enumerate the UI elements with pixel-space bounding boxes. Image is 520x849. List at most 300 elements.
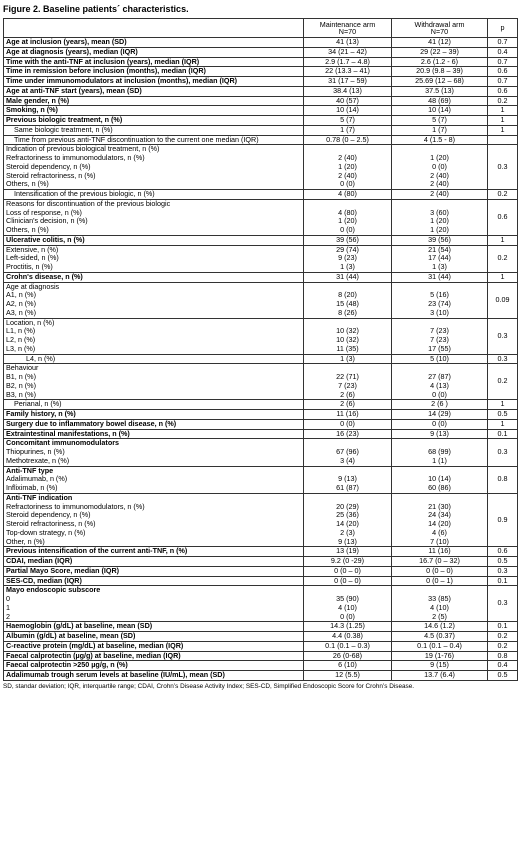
- p-value: [488, 493, 518, 547]
- row-label-cell: [4, 547, 304, 557]
- p-value: [488, 47, 518, 57]
- maintenance-value-text: 26 (0-68): [332, 651, 363, 660]
- maintenance-value: [304, 47, 392, 57]
- p-value: [488, 651, 518, 661]
- p-value: [488, 282, 518, 318]
- table-row: [4, 47, 518, 57]
- withdrawal-value: [392, 199, 488, 235]
- withdrawal-value-text: 4.5 (0.37): [424, 631, 455, 640]
- withdrawal-value-text: 48 (69): [428, 96, 451, 105]
- row-label-cell: [4, 116, 304, 126]
- row-label-cell: [4, 47, 304, 57]
- table-row: [4, 586, 518, 622]
- row-label-cell: [4, 622, 304, 632]
- maintenance-value: [304, 272, 392, 282]
- maintenance-value: [304, 67, 392, 77]
- maintenance-value-text: 34 (21 – 42): [328, 47, 367, 56]
- withdrawal-value-text: 23 (74): [428, 299, 451, 308]
- withdrawal-value: [392, 400, 488, 410]
- row-label-cell: [4, 466, 304, 493]
- maintenance-value: [304, 566, 392, 576]
- row-label-cell: [4, 272, 304, 282]
- maintenance-value-text: 10 (32): [336, 335, 359, 344]
- withdrawal-value: [392, 190, 488, 200]
- maintenance-arm-n: N=70: [338, 27, 357, 36]
- withdrawal-value: [392, 661, 488, 671]
- row-label-cell: [4, 364, 304, 400]
- table-row: [4, 661, 518, 671]
- maintenance-value-text: 8 (20): [338, 290, 357, 300]
- row-label: Adalimumab, n (%): [6, 474, 68, 484]
- maintenance-value-text: 5 (7): [340, 115, 355, 124]
- withdrawal-value-text: 37.5 (13): [425, 86, 454, 95]
- p-value: [488, 318, 518, 354]
- withdrawal-value: [392, 116, 488, 126]
- p-value: [488, 125, 518, 135]
- row-label: Extraintestinal manifestations, n (%): [6, 429, 130, 438]
- p-value-text: 1: [500, 235, 505, 244]
- p-value-text: 0.5: [497, 670, 508, 679]
- p-value-text: 0.5: [497, 409, 508, 418]
- withdrawal-value-text: 4 (13): [430, 380, 449, 390]
- maintenance-value: [304, 622, 392, 632]
- p-value: [488, 429, 518, 439]
- row-label: Family history, n (%): [6, 409, 76, 418]
- withdrawal-value: [392, 77, 488, 87]
- header-maintenance-arm: [304, 19, 392, 38]
- withdrawal-value-text: 0 (0): [432, 389, 447, 399]
- row-label: Other, n (%): [6, 536, 45, 546]
- maintenance-value: [304, 632, 392, 642]
- withdrawal-value: [392, 364, 488, 400]
- p-value: [488, 622, 518, 632]
- row-label: Behaviour: [6, 363, 39, 373]
- p-value: [488, 190, 518, 200]
- p-value-text: 0.3: [497, 447, 508, 456]
- row-label: Partial Mayo Score, median (IQR): [6, 566, 120, 575]
- withdrawal-value-text: 2 (40): [430, 170, 449, 180]
- row-label-cell: [4, 125, 304, 135]
- maintenance-value-text: 4 (10): [338, 602, 357, 612]
- withdrawal-value: [392, 86, 488, 96]
- row-label: A2, n (%): [6, 299, 36, 308]
- row-label: Ulcerative colitis, n (%): [6, 235, 85, 244]
- maintenance-value: [304, 86, 392, 96]
- maintenance-value: [304, 661, 392, 671]
- maintenance-value-text: 0 (0): [340, 611, 355, 621]
- table-row: [4, 199, 518, 235]
- maintenance-value-text: 29 (74): [336, 245, 359, 254]
- row-label: Albumin (g/dL) at baseline, mean (SD): [6, 631, 136, 640]
- withdrawal-value-text: 0 (0 – 0): [426, 566, 453, 575]
- table-row: [4, 429, 518, 439]
- p-value: [488, 547, 518, 557]
- header-empty-cell: [4, 19, 304, 38]
- row-label: Top-down strategy, n (%): [6, 527, 86, 537]
- row-label: Age at diagnosis: [6, 282, 60, 291]
- withdrawal-value-text: 1 (20): [430, 225, 449, 234]
- row-label: Faecal calprotectin >250 µg/g, n (%): [6, 660, 128, 670]
- maintenance-value-text: 22 (71): [336, 372, 359, 381]
- p-value: [488, 566, 518, 576]
- withdrawal-value-text: 33 (85): [428, 594, 451, 603]
- table-row: [4, 318, 518, 354]
- table-row: [4, 671, 518, 681]
- p-value: [488, 116, 518, 126]
- row-label-cell: [4, 57, 304, 67]
- table-row: [4, 38, 518, 48]
- row-label: A3, n (%): [6, 307, 36, 317]
- row-label-cell: [4, 671, 304, 681]
- row-label-cell: [4, 566, 304, 576]
- row-label: Left-sided, n (%): [6, 253, 59, 263]
- withdrawal-value-text: 5 (10): [430, 354, 449, 363]
- row-label: Surgery due to inflammatory bowel disease, n (%): [6, 419, 177, 428]
- withdrawal-value-text: 1 (1): [432, 455, 447, 465]
- row-label: Clinician's decision, n (%): [6, 216, 88, 226]
- p-value: [488, 77, 518, 87]
- withdrawal-value-text: 4 (1.5 - 8): [423, 135, 456, 144]
- maintenance-value: [304, 671, 392, 681]
- row-label-cell: [4, 318, 304, 354]
- p-value-text: [490, 136, 515, 145]
- maintenance-value: [304, 641, 392, 651]
- maintenance-value-text: 0.1 (0.1 – 0.3): [325, 641, 370, 650]
- maintenance-value-text: 2 (6): [340, 389, 355, 399]
- withdrawal-value-text: 14 (29): [428, 409, 451, 418]
- table-row: [4, 557, 518, 567]
- withdrawal-value: [392, 671, 488, 681]
- p-value-text: 1: [500, 272, 505, 281]
- p-value-text: 0.1: [497, 429, 508, 438]
- maintenance-value-text: 9 (23): [338, 253, 357, 263]
- maintenance-value: [304, 439, 392, 466]
- p-value: [488, 641, 518, 651]
- withdrawal-value-text: 27 (87): [428, 372, 451, 381]
- withdrawal-value: [392, 282, 488, 318]
- withdrawal-value: [392, 38, 488, 48]
- p-value: [488, 661, 518, 671]
- maintenance-value: [304, 38, 392, 48]
- withdrawal-value: [392, 318, 488, 354]
- withdrawal-value: [392, 57, 488, 67]
- row-label-cell: [4, 190, 304, 200]
- row-label: Time from previous anti-TNF discontinuation to the current one median (IQR): [14, 135, 259, 144]
- maintenance-value-text: 11 (35): [336, 343, 359, 353]
- withdrawal-value-text: 9 (15): [430, 660, 449, 670]
- table-row: [4, 419, 518, 429]
- withdrawal-value: [392, 106, 488, 116]
- row-label: L2, n (%): [6, 335, 36, 344]
- table-header-row: [4, 19, 518, 38]
- maintenance-value-text: 0 (0 – 0): [334, 566, 361, 575]
- row-label: Perianal, n (%): [14, 399, 62, 409]
- row-label: L3, n (%): [6, 343, 36, 353]
- maintenance-value-text: 7 (23): [338, 380, 357, 390]
- withdrawal-value-text: 2 (6 ): [431, 399, 448, 409]
- table-row: [4, 632, 518, 642]
- row-label-cell: [4, 439, 304, 466]
- p-value-text: 1: [500, 105, 505, 115]
- p-value-text: 0.09: [495, 294, 510, 304]
- table-row: [4, 116, 518, 126]
- maintenance-value-text: 22 (13.3 – 41): [325, 66, 370, 76]
- maintenance-value-text: 10 (14): [336, 105, 359, 115]
- row-label: B2, n (%): [6, 380, 36, 390]
- withdrawal-value-text: 25.69 (12 – 68): [415, 76, 464, 85]
- p-value: [488, 557, 518, 567]
- withdrawal-value-text: 39 (56): [428, 235, 451, 244]
- p-value-text: 0.5: [497, 556, 508, 565]
- maintenance-value: [304, 318, 392, 354]
- maintenance-value-text: 2 (6): [340, 399, 355, 409]
- maintenance-value: [304, 493, 392, 547]
- withdrawal-value-text: 20.9 (9.8 – 39): [416, 66, 463, 76]
- row-label-cell: [4, 557, 304, 567]
- withdrawal-value: [392, 439, 488, 466]
- withdrawal-value: [392, 419, 488, 429]
- row-label: Age at anti-TNF start (years), mean (SD): [6, 86, 142, 95]
- p-value: [488, 410, 518, 420]
- maintenance-value-text: 35 (90): [336, 594, 359, 603]
- maintenance-value-text: 0 (0): [340, 179, 355, 189]
- withdrawal-value-text: 2.6 (1.2 - 6): [420, 57, 459, 66]
- maintenance-value-text: 61 (87): [336, 483, 359, 492]
- withdrawal-value-text: 5 (7): [432, 115, 447, 124]
- p-value-text: 0.2: [497, 631, 508, 640]
- row-label: Crohn's disease, n (%): [6, 272, 83, 281]
- withdrawal-value: [392, 641, 488, 651]
- maintenance-value-text: 8 (26): [338, 307, 357, 317]
- row-label: Concomitant immunomodulators: [6, 438, 120, 448]
- p-value-text: 1: [500, 399, 505, 409]
- table-row: [4, 364, 518, 400]
- row-label: Age at inclusion (years), mean (SD): [6, 37, 127, 46]
- withdrawal-value-text: 3 (60): [430, 207, 449, 217]
- maintenance-value: [304, 410, 392, 420]
- maintenance-value-text: 2 (40): [338, 153, 357, 162]
- withdrawal-value: [392, 651, 488, 661]
- row-label: CDAI, median (IQR): [6, 556, 73, 565]
- withdrawal-value: [392, 466, 488, 493]
- table-row: [4, 190, 518, 200]
- row-label: Time in remission before inclusion (months), median (IQR): [6, 66, 206, 76]
- p-value-text: 0.4: [497, 660, 508, 670]
- withdrawal-value: [392, 622, 488, 632]
- p-value-text: 0.2: [497, 96, 508, 105]
- row-label-cell: [4, 576, 304, 586]
- row-label: C-reactive protein (mg/dL) at baseline, median (IQR): [6, 641, 184, 650]
- maintenance-value-text: 1 (20): [338, 216, 357, 226]
- row-label: L1, n (%): [6, 326, 36, 336]
- p-value: [488, 671, 518, 681]
- withdrawal-value-text: 2 (40): [430, 189, 449, 198]
- row-label: A1, n (%): [6, 290, 36, 300]
- p-value: [488, 57, 518, 67]
- withdrawal-value-text: 16.7 (0 – 32): [419, 556, 460, 565]
- table-row: [4, 86, 518, 96]
- maintenance-value: [304, 96, 392, 106]
- withdrawal-value-text: 2 (5): [432, 611, 447, 621]
- maintenance-value-text: 31 (44): [336, 272, 359, 281]
- row-label-cell: [4, 400, 304, 410]
- p-value: [488, 419, 518, 429]
- p-value: [488, 86, 518, 96]
- maintenance-value-text: 13 (19): [336, 546, 359, 556]
- row-label: Steroid dependency, n (%): [6, 510, 91, 520]
- table-row: [4, 96, 518, 106]
- p-value: [488, 106, 518, 116]
- table-row: [4, 245, 518, 272]
- table-row: [4, 622, 518, 632]
- row-label: Loss of response, n (%): [6, 207, 82, 217]
- maintenance-value-text: 20 (29): [336, 501, 359, 511]
- maintenance-value: [304, 586, 392, 622]
- p-value-text: 1: [500, 419, 505, 428]
- table-row: [4, 235, 518, 245]
- p-value: [488, 245, 518, 272]
- row-label-cell: [4, 493, 304, 547]
- row-label: Thiopurines, n (%): [6, 447, 65, 456]
- table-row: [4, 576, 518, 586]
- maintenance-value: [304, 77, 392, 87]
- row-label: Others, n (%): [6, 179, 49, 189]
- maintenance-value: [304, 557, 392, 567]
- p-value-text: 0.6: [497, 546, 508, 556]
- withdrawal-value-text: 17 (44): [428, 253, 451, 263]
- maintenance-value: [304, 106, 392, 116]
- row-label-cell: [4, 135, 304, 145]
- withdrawal-value: [392, 557, 488, 567]
- table-row: [4, 106, 518, 116]
- withdrawal-value-text: 31 (44): [428, 272, 451, 281]
- maintenance-value-text: 4 (80): [338, 189, 357, 198]
- table-row: [4, 282, 518, 318]
- row-label: Age at diagnosis (years), median (IQR): [6, 47, 138, 56]
- row-label-cell: [4, 199, 304, 235]
- table-row: [4, 493, 518, 547]
- row-label: Adalimumab trough serum levels at baseline (IU/mL), mean (SD): [6, 670, 225, 679]
- table-row: [4, 145, 518, 190]
- withdrawal-value: [392, 493, 488, 547]
- p-value-text: 0.2: [497, 376, 508, 386]
- p-value-text: 0.1: [497, 621, 508, 631]
- row-label-cell: [4, 282, 304, 318]
- p-value: [488, 67, 518, 77]
- row-label: Proctitis, n (%): [6, 262, 53, 271]
- withdrawal-value-text: 17 (55): [428, 343, 451, 353]
- row-label: Intensification of the previous biologic, n (%): [14, 189, 155, 198]
- withdrawal-value: [392, 145, 488, 190]
- row-label: 0: [6, 594, 10, 603]
- row-label: Previous intensification of the current anti-TNF, n (%): [6, 546, 188, 556]
- p-value: [488, 364, 518, 400]
- p-value: [488, 145, 518, 190]
- maintenance-value-text: 1 (3): [340, 354, 355, 363]
- withdrawal-value-text: 14 (20): [428, 519, 451, 528]
- withdrawal-value: [392, 245, 488, 272]
- table-row: [4, 410, 518, 420]
- maintenance-value: [304, 245, 392, 272]
- row-label-cell: [4, 145, 304, 190]
- maintenance-value-text: 10 (32): [336, 326, 359, 336]
- row-label: Extensive, n (%): [6, 245, 59, 254]
- maintenance-value: [304, 651, 392, 661]
- maintenance-value: [304, 547, 392, 557]
- row-label: Location, n (%): [6, 318, 55, 327]
- p-value-text: 1: [500, 115, 505, 124]
- row-label: Same biologic treatment, n (%): [14, 125, 113, 134]
- row-label-cell: [4, 586, 304, 622]
- withdrawal-value-text: 2 (40): [430, 179, 449, 189]
- withdrawal-value-text: 1 (3): [432, 262, 447, 271]
- withdrawal-value-text: 13.7 (6.4): [424, 670, 455, 679]
- withdrawal-value-text: 7 (23): [430, 326, 449, 336]
- withdrawal-value-text: 0 (0): [432, 419, 447, 428]
- withdrawal-value-text: 11 (16): [428, 546, 451, 556]
- withdrawal-arm-n: N=70: [430, 27, 449, 36]
- withdrawal-value-text: 10 (14): [428, 105, 451, 115]
- row-label-cell: [4, 235, 304, 245]
- withdrawal-value: [392, 67, 488, 77]
- withdrawal-value: [392, 235, 488, 245]
- withdrawal-value-text: 60 (86): [428, 483, 451, 492]
- maintenance-value-text: 31 (17 – 59): [328, 76, 367, 85]
- maintenance-value: [304, 145, 392, 190]
- row-label: Steroid refractoriness, n (%): [6, 170, 96, 180]
- table-row: [4, 566, 518, 576]
- row-label: Time under immunomodulators at inclusion (months), median (IQR): [6, 76, 238, 85]
- maintenance-value-text: 4.4 (0.38): [332, 631, 363, 640]
- maintenance-value: [304, 429, 392, 439]
- withdrawal-value-text: 29 (22 – 39): [420, 47, 459, 56]
- withdrawal-value-text: 41 (12): [428, 37, 451, 46]
- maintenance-value-text: 9 (13): [338, 474, 357, 484]
- table-row: [4, 77, 518, 87]
- withdrawal-value: [392, 429, 488, 439]
- withdrawal-value-text: 5 (16): [430, 290, 449, 300]
- row-label-cell: [4, 410, 304, 420]
- withdrawal-value-text: 21 (54): [428, 245, 451, 254]
- maintenance-value-text: 16 (23): [336, 429, 359, 438]
- row-label: B3, n (%): [6, 389, 36, 399]
- row-label: Steroid dependency, n (%): [6, 161, 91, 171]
- table-row: [4, 57, 518, 67]
- p-value-text: 0.3: [497, 330, 508, 340]
- maintenance-value: [304, 576, 392, 586]
- maintenance-value-text: 6 (10): [338, 660, 357, 670]
- maintenance-value: [304, 282, 392, 318]
- table-row: [4, 439, 518, 466]
- p-value-text: 0.8: [497, 651, 508, 660]
- maintenance-value-text: 2 (40): [338, 170, 357, 180]
- header-p-value: p: [488, 19, 518, 38]
- p-value-text: 0.3: [497, 598, 508, 608]
- withdrawal-value: [392, 566, 488, 576]
- maintenance-value-text: 1 (7): [340, 125, 355, 134]
- p-value: [488, 96, 518, 106]
- withdrawal-value-text: 0 (0): [432, 161, 447, 171]
- withdrawal-value-text: 68 (99): [428, 447, 451, 456]
- row-label: Steroid refractoriness, n (%): [6, 519, 96, 528]
- maintenance-value-text: 38.4 (13): [333, 86, 362, 95]
- withdrawal-value-text: 1 (20): [430, 153, 449, 162]
- row-label-cell: [4, 641, 304, 651]
- maintenance-value: [304, 364, 392, 400]
- row-label: Methotrexate, n (%): [6, 455, 70, 465]
- baseline-characteristics-table: [3, 18, 518, 681]
- table-row: [4, 272, 518, 282]
